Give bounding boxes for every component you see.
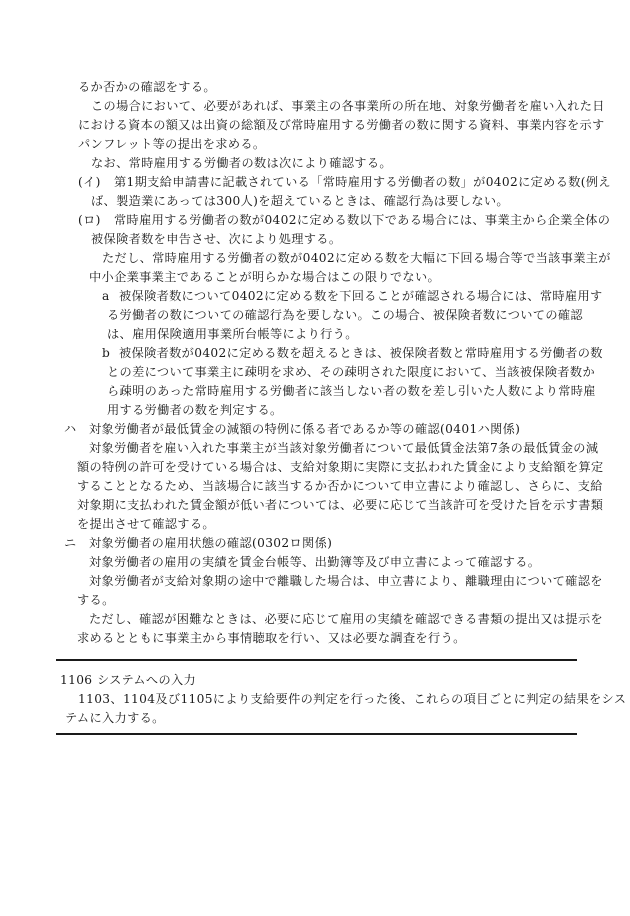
- item-i-text-line: ば、製造業にあっては300人)を超えているときは、確認行為は要しない。: [91, 194, 509, 208]
- section-ni-text-line: 求めるとともに事業主から事情聴取を行い、又は必要な調査を行う。: [77, 631, 466, 645]
- section-1106-number: 1106: [60, 673, 93, 687]
- item-i-label: (イ): [78, 175, 101, 189]
- item-i-text-line: 第1期支給申請書に記載されている「常時雇用する労働者の数」が0402に定める数(例え: [114, 175, 611, 189]
- item-ro-text-line: 常時雇用する労働者の数が0402に定める数以下である場合には、事業主から企業全体の: [114, 213, 611, 227]
- section-ha-text-line: することとなるため、当該場合に該当するか否かについて申立書により確認し、さらに、支給: [77, 479, 603, 493]
- body-text-line: るか否かの確認をする。: [78, 80, 216, 94]
- sub-b-text-line: 用する労働者の数を判定する。: [107, 403, 283, 417]
- section-ni-text-line: する。: [77, 593, 115, 607]
- section-ha-text-line: 対象労働者を雇い入れた事業主が当該対象労働者について最低賃金法第7条の最低賃金の減: [89, 441, 599, 455]
- section-ha-text-line: 額の特例の許可を受けている場合は、支給対象期に実際に支払われた賃金により支給額を算定: [77, 460, 604, 474]
- section-ha-text-line: を提出させて確認する。: [77, 517, 215, 531]
- item-ro-text-line: 中小企業事業主であることが明らかな場合はこの限りでない。: [89, 270, 441, 284]
- section-ni-text-line: ただし、確認が困難なときは、必要に応じて雇用の実績を確認できる書類の提出又は提示を: [89, 612, 604, 626]
- sub-a-label: a: [102, 289, 110, 303]
- section-ha-label: ハ: [64, 422, 77, 436]
- item-ro-label: (ロ): [78, 213, 101, 227]
- item-ro-text-line: 被保険者数を申告させ、次により処理する。: [91, 232, 342, 246]
- section-ni-text-line: 対象労働者の雇用の実績を賃金台帳等、出勤簿等及び申立書によって確認する。: [89, 555, 541, 569]
- body-text-line: パンフレット等の提出を求める。: [78, 137, 266, 151]
- section-ni-heading: 対象労働者の雇用状態の確認(0302ロ関係): [89, 536, 333, 550]
- section-1106-text-line: テムに入力する。: [65, 711, 165, 725]
- sub-b-text-line: 被保険者数が0402に定める数を超えるときは、被保険者数と常時雇用する労働者の数: [119, 346, 603, 360]
- section-1106-text-line: 1103、1104及び1105により支給要件の判定を行った後、これらの項目ごとに判定の結果をシス: [78, 692, 627, 706]
- section-divider-bottom: [56, 733, 577, 735]
- sub-a-text-line: 被保険者数について0402に定める数を下回ることが確認される場合には、常時雇用す: [119, 289, 603, 303]
- body-text-line: この場合において、必要があれば、事業主の各事業所の所在地、対象労働者を雇い入れた日: [91, 99, 605, 113]
- body-text-line: なお、常時雇用する労働者の数は次により確認する。: [91, 156, 392, 170]
- section-divider-top: [56, 659, 577, 661]
- body-text-line: における資本の額又は出資の総額及び常時雇用する労働者の数に関する資料、事業内容を示す: [78, 118, 605, 132]
- sub-a-text-line: は、雇用保険適用事業所台帳等により行う。: [107, 327, 358, 341]
- sub-a-text-line: る労働者の数についての確認行為を要しない。この場合、被保険者数についての確認: [107, 308, 583, 322]
- section-ni-label: ニ: [64, 536, 77, 550]
- sub-b-text-line: との差について事業主に疎明を求め、その疎明された限度において、当該被保険者数か: [107, 365, 595, 379]
- section-1106-title: システムへの入力: [97, 673, 197, 687]
- sub-b-label: b: [102, 346, 111, 360]
- section-ha-text-line: 対象期に支払われた賃金額が低い者については、必要に応じて当該許可を受けた旨を示す書類: [77, 498, 604, 512]
- item-ro-text-line: ただし、常時雇用する労働者の数が0402に定める数を大幅に下回る場合等で当該事業主が: [102, 251, 611, 265]
- section-ha-heading: 対象労働者が最低賃金の減額の特例に係る者であるか等の確認(0401ハ関係): [89, 422, 521, 436]
- section-ni-text-line: 対象労働者が支給対象期の途中で離職した場合は、申立書により、離職理由について確認を: [89, 574, 603, 588]
- sub-b-text-line: ら疎明のあった常時雇用する労働者に該当しない者の数を差し引いた人数により常時雇: [107, 384, 596, 398]
